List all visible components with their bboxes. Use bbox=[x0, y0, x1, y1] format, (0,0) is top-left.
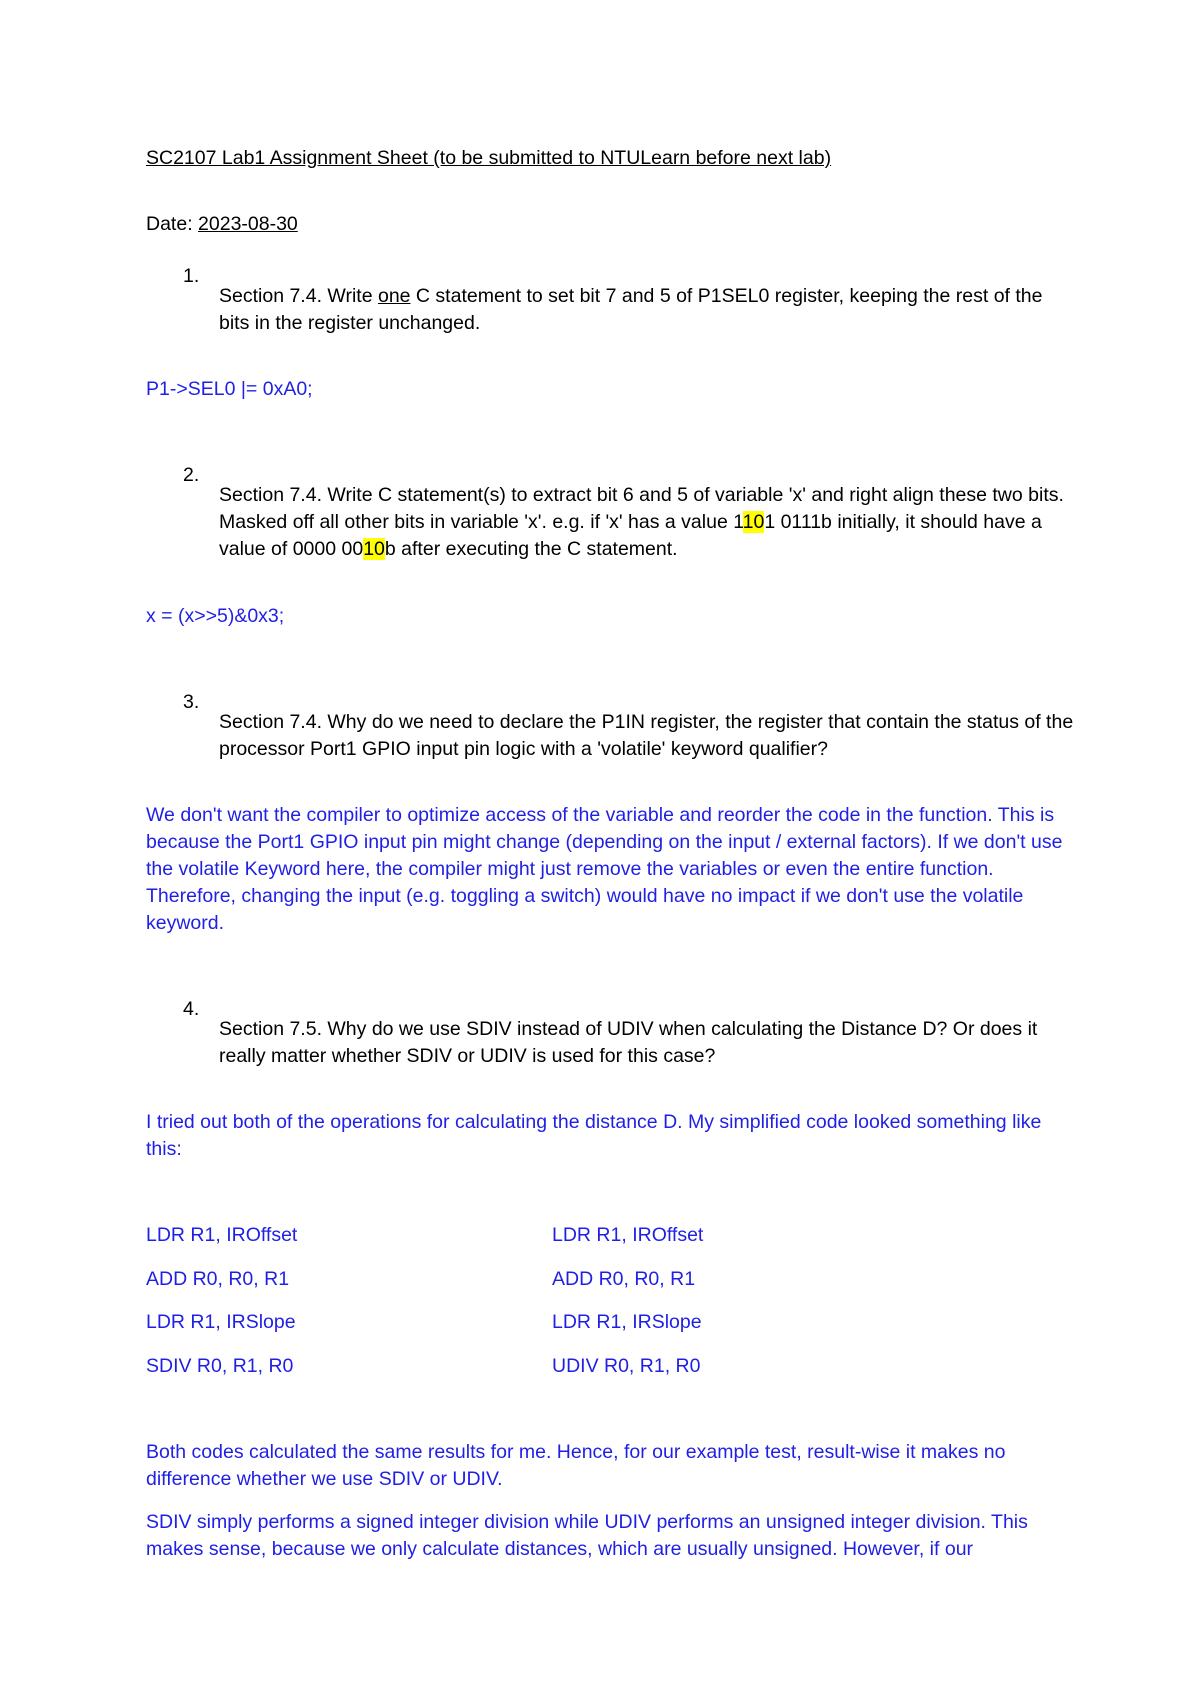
date-value: 2023-08-30 bbox=[198, 213, 298, 235]
document-title: SC2107 Lab1 Assignment Sheet (to be submitted to NTULearn before next lab) bbox=[146, 147, 832, 169]
code-line: LDR R1, IRSlope bbox=[146, 1311, 296, 1333]
code-line: ADD R0, R0, R1 bbox=[552, 1267, 696, 1290]
code-block-sdiv bbox=[146, 1222, 526, 1396]
question-number: 3. bbox=[183, 691, 200, 713]
date-label: Date: bbox=[146, 213, 199, 235]
answer-4-intro: I tried out both of the operations for calculating the distance D. My simplified code looked something like this: bbox=[146, 1111, 1042, 1160]
question-number: 2. bbox=[183, 464, 200, 486]
question-number: 4. bbox=[183, 998, 200, 1020]
code-block-udiv bbox=[552, 1222, 932, 1396]
question-text: Section 7.4. Write one C statement to set bit 7 and 5 of P1SEL0 register, keeping the rest of the bits in the register unchanged. bbox=[219, 284, 1043, 334]
answer-4-paragraph-1: Both codes calculated the same results for me. Hence, for our example test, result-wise it makes no difference whether we use SDIV or UDIV. bbox=[146, 1441, 1006, 1490]
answer-2: x = (x>>5)&0x3; bbox=[146, 605, 285, 627]
question-text: Section 7.4. Write C statement(s) to extract bit 6 and 5 of variable 'x' and right align these two bits. Masked off all other bits in variable 'x'. e.g. if 'x' has a value 1101 0111b initially, it should have a value of 0000 0010b after executing the C statement. bbox=[219, 483, 1064, 560]
question-text: Section 7.5. Why do we use SDIV instead of UDIV when calculating the Distance D? Or does it really matter whether SDIV or UDIV is used for this case? bbox=[219, 1017, 1038, 1067]
date-line bbox=[146, 211, 298, 238]
emphasis-word: one bbox=[377, 284, 411, 307]
code-line: UDIV R0, R1, R0 bbox=[552, 1354, 701, 1377]
code-line: LDR R1, IROffset bbox=[146, 1224, 298, 1246]
code-line: SDIV R0, R1, R0 bbox=[146, 1354, 294, 1377]
code-line: LDR R1, IROffset bbox=[552, 1224, 704, 1246]
answer-3: We don't want the compiler to optimize access of the variable and reorder the code in the function. This is because the Port1 GPIO input pin might change (depending on the input / external factors). If we don't use the volatile Keyword here, the compiler might just remove the variables or even the entire function. Therefore, changing the input (e.g. toggling a switch) would have no impact if we don't use the volatile keyword. bbox=[146, 804, 1063, 934]
highlight-bits-1: 10 bbox=[742, 510, 765, 533]
code-line: ADD R0, R0, R1 bbox=[146, 1267, 290, 1290]
answer-4-paragraph-2: SDIV simply performs a signed integer division while UDIV performs an unsigned integer division. This makes sense, because we only calculate distances, which are usually unsigned. However, if our bbox=[146, 1511, 1028, 1560]
question-text: Section 7.4. Why do we need to declare the P1IN register, the register that contain the status of the processor Port1 GPIO input pin logic with a 'volatile' keyword qualifier? bbox=[219, 710, 1074, 760]
highlight-bits-2: 10 bbox=[363, 537, 385, 560]
code-line: LDR R1, IRSlope bbox=[552, 1311, 702, 1333]
question-number: 1. bbox=[183, 265, 200, 287]
answer-1: P1->SEL0 |= 0xA0; bbox=[146, 378, 313, 400]
